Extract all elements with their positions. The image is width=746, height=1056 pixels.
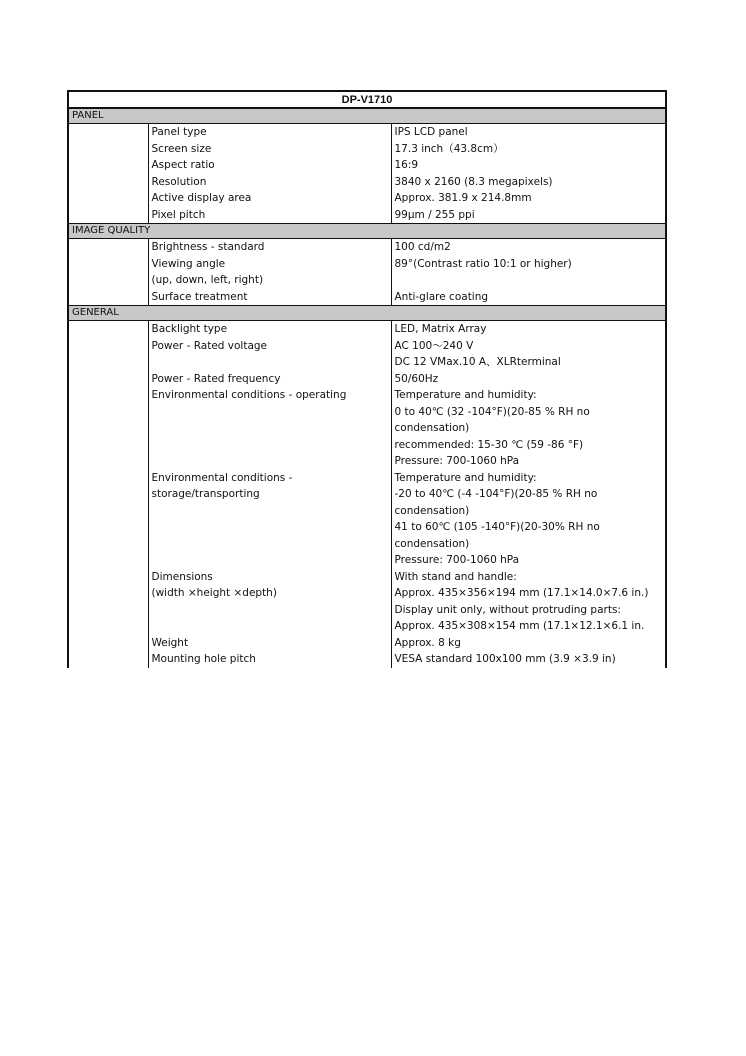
row-indent: [68, 651, 148, 668]
spec-sheet: [67, 90, 665, 668]
spec-row: [68, 387, 666, 404]
row-indent: [68, 503, 148, 520]
spec-row: [68, 157, 666, 174]
spec-value: recommended: 15-30 ℃ (59 -86 °F): [391, 437, 666, 454]
spec-row: [68, 437, 666, 454]
spec-label: Panel type: [148, 124, 391, 141]
row-indent: [68, 536, 148, 553]
spec-row: [68, 420, 666, 437]
spec-value: Approx. 8 kg: [391, 635, 666, 652]
spec-row: [68, 272, 666, 289]
row-indent: [68, 486, 148, 503]
spec-value: LED, Matrix Array: [391, 321, 666, 338]
spec-label: Viewing angle: [148, 256, 391, 273]
spec-label: [148, 618, 391, 635]
row-indent: [68, 256, 148, 273]
spec-value: Temperature and humidity:: [391, 387, 666, 404]
row-indent: [68, 420, 148, 437]
section-title: GENERAL: [68, 306, 666, 321]
spec-row: [68, 585, 666, 602]
spec-label: [148, 420, 391, 437]
spec-row: [68, 651, 666, 668]
spec-value: Pressure: 700-1060 hPa: [391, 453, 666, 470]
spec-label: [148, 354, 391, 371]
row-indent: [68, 437, 148, 454]
spec-label: [148, 404, 391, 421]
spec-row: [68, 141, 666, 158]
spec-value: AC 100～240 V: [391, 338, 666, 355]
spec-value: 17.3 inch（43.8cm）: [391, 141, 666, 158]
spec-label: Aspect ratio: [148, 157, 391, 174]
spec-row: [68, 289, 666, 306]
spec-row: [68, 453, 666, 470]
spec-label: [148, 536, 391, 553]
spec-row: [68, 124, 666, 141]
spec-row: [68, 519, 666, 536]
spec-value: 3840 x 2160 (8.3 megapixels): [391, 174, 666, 191]
spec-value: IPS LCD panel: [391, 124, 666, 141]
spec-label: (width ×height ×depth): [148, 585, 391, 602]
row-indent: [68, 207, 148, 224]
row-indent: [68, 635, 148, 652]
row-indent: [68, 338, 148, 355]
section-title: PANEL: [68, 108, 666, 124]
spec-label: [148, 602, 391, 619]
spec-value: Approx. 435×308×154 mm (17.1×12.1×6.1 in.: [391, 618, 666, 635]
section-header-image-quality: [68, 224, 666, 239]
row-indent: [68, 519, 148, 536]
spec-label: Surface treatment: [148, 289, 391, 306]
row-indent: [68, 272, 148, 289]
spec-label: [148, 437, 391, 454]
spec-row: [68, 404, 666, 421]
title-row: [68, 91, 666, 108]
spec-value: DC 12 VMax.10 A、XLRterminal: [391, 354, 666, 371]
spec-value: Approx. 435×356×194 mm (17.1×14.0×7.6 in.): [391, 585, 666, 602]
row-indent: [68, 239, 148, 256]
spec-value: 99μm / 255 ppi: [391, 207, 666, 224]
spec-value: 50/60Hz: [391, 371, 666, 388]
spec-row: [68, 536, 666, 553]
spec-value: 16:9: [391, 157, 666, 174]
spec-label: Backlight type: [148, 321, 391, 338]
row-indent: [68, 387, 148, 404]
row-indent: [68, 371, 148, 388]
spec-row: [68, 207, 666, 224]
spec-row: [68, 618, 666, 635]
row-indent: [68, 552, 148, 569]
row-indent: [68, 321, 148, 338]
row-indent: [68, 602, 148, 619]
spec-value: 0 to 40℃ (32 -104°F)(20-85 % RH no: [391, 404, 666, 421]
row-indent: [68, 354, 148, 371]
spec-row: [68, 552, 666, 569]
spec-row: [68, 635, 666, 652]
spec-label: Mounting hole pitch: [148, 651, 391, 668]
spec-value: Temperature and humidity:: [391, 470, 666, 487]
spec-label: [148, 552, 391, 569]
spec-label: Dimensions: [148, 569, 391, 586]
spec-label: Environmental conditions - operating: [148, 387, 391, 404]
row-indent: [68, 618, 148, 635]
spec-label: Pixel pitch: [148, 207, 391, 224]
row-indent: [68, 174, 148, 191]
spec-value: Approx. 381.9 x 214.8mm: [391, 190, 666, 207]
spec-value: condensation): [391, 503, 666, 520]
spec-row: [68, 486, 666, 503]
spec-label: Power - Rated voltage: [148, 338, 391, 355]
spec-value: 41 to 60℃ (105 -140°F)(20-30% RH no: [391, 519, 666, 536]
spec-value: condensation): [391, 536, 666, 553]
spec-row: [68, 321, 666, 338]
spec-value: [391, 272, 666, 289]
section-header-general: [68, 306, 666, 321]
model-title: DP-V1710: [68, 91, 666, 108]
spec-row: [68, 354, 666, 371]
spec-value: VESA standard 100x100 mm (3.9 ×3.9 in): [391, 651, 666, 668]
spec-row: [68, 371, 666, 388]
row-indent: [68, 190, 148, 207]
section-header-panel: [68, 108, 666, 124]
spec-table: [67, 90, 667, 668]
spec-value: -20 to 40℃ (-4 -104°F)(20-85 % RH no: [391, 486, 666, 503]
spec-label: Brightness - standard: [148, 239, 391, 256]
spec-value: With stand and handle:: [391, 569, 666, 586]
spec-value: Pressure: 700-1060 hPa: [391, 552, 666, 569]
row-indent: [68, 141, 148, 158]
spec-label: Weight: [148, 635, 391, 652]
section-title: IMAGE QUALITY: [68, 224, 666, 239]
spec-label: Screen size: [148, 141, 391, 158]
spec-row: [68, 569, 666, 586]
row-indent: [68, 453, 148, 470]
row-indent: [68, 124, 148, 141]
spec-value: 89°(Contrast ratio 10:1 or higher): [391, 256, 666, 273]
spec-row: [68, 190, 666, 207]
spec-label: Resolution: [148, 174, 391, 191]
spec-row: [68, 602, 666, 619]
row-indent: [68, 157, 148, 174]
spec-label: Active display area: [148, 190, 391, 207]
spec-value: 100 cd/m2: [391, 239, 666, 256]
row-indent: [68, 585, 148, 602]
spec-value: condensation): [391, 420, 666, 437]
spec-row: [68, 470, 666, 487]
spec-label: [148, 519, 391, 536]
spec-value: Anti-glare coating: [391, 289, 666, 306]
row-indent: [68, 289, 148, 306]
spec-label: [148, 503, 391, 520]
spec-row: [68, 239, 666, 256]
row-indent: [68, 404, 148, 421]
spec-row: [68, 256, 666, 273]
spec-label: storage/transporting: [148, 486, 391, 503]
spec-row: [68, 503, 666, 520]
row-indent: [68, 470, 148, 487]
spec-value: Display unit only, without protruding parts:: [391, 602, 666, 619]
spec-label: Power - Rated frequency: [148, 371, 391, 388]
spec-row: [68, 338, 666, 355]
spec-row: [68, 174, 666, 191]
spec-label: (up, down, left, right): [148, 272, 391, 289]
row-indent: [68, 569, 148, 586]
spec-label: Environmental conditions -: [148, 470, 391, 487]
spec-label: [148, 453, 391, 470]
